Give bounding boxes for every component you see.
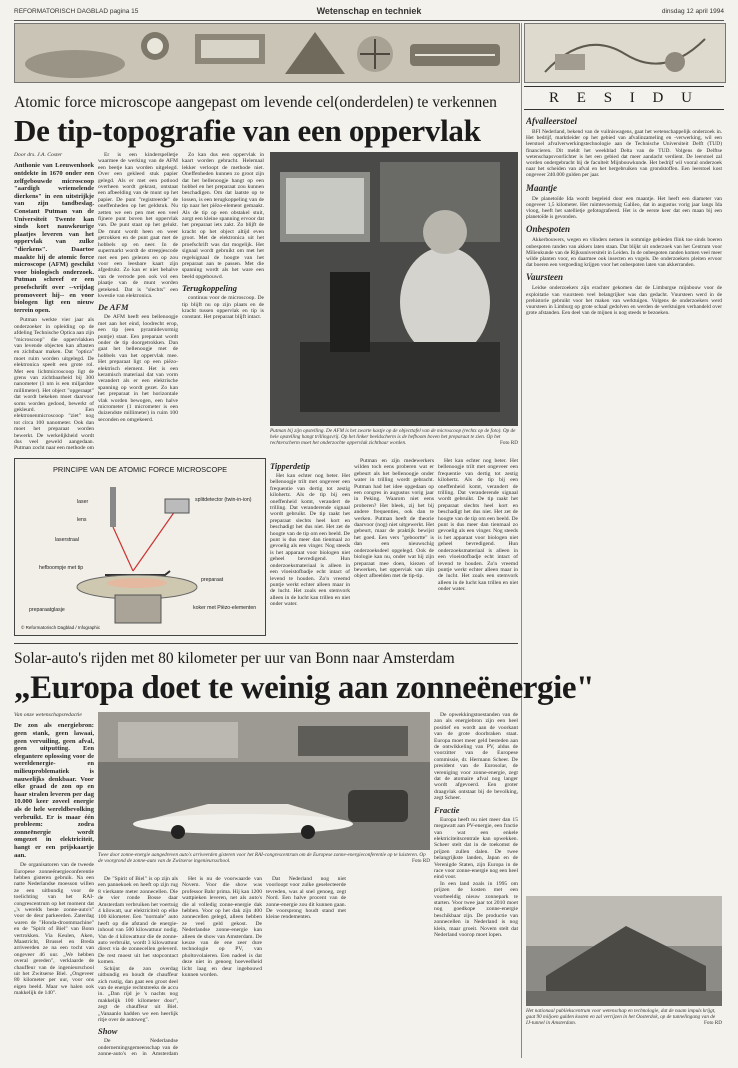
article1-column-5 [354, 458, 434, 638]
banner-drawing [15, 24, 519, 82]
article2-body-8: Europa heeft nu niet meer dan 15 megawatt aan PV-energie, een fractie van wat een enkele elektriciteitscentrale kan opwekken. Scheer stelt dat in de toekomst de prijzen zullen dalen. De twee belangrijkste landen, Japan en de Verenigde Staten, zijn Europa in de race voor zonne-energie nog een heel eind voor. [434, 816, 518, 881]
impuls-building-photo [526, 896, 722, 1006]
article1-headline: De tip-topografie van een oppervlak [14, 113, 481, 148]
residu-text-onbespoten: Akkerbouwers, wegen en vlinders nemen in sommige gebieden flink toe sinds boeren onbespoten randen van akkers laten staan. Dat blijkt uit onderzoek van het Centrum voor Milieukunde van de Rijksuniversiteit in Leiden. In de onbespoten randen komen veel meer wilde planten voor, en daarmee ook insecten en vogels. De onderzoekers pleiten ervoor dat boeren een vergoeding krijgen voor het onbespoten laten van akkerranden. [526, 237, 722, 269]
diagram-label-laser: laser [77, 499, 89, 505]
header-rule [14, 20, 724, 21]
article1-column-2 [98, 152, 178, 452]
impuls-caption-credit: Foto RD [703, 1020, 722, 1026]
column-divider [521, 23, 522, 1058]
afm-principle-diagram [14, 458, 266, 636]
header-section-title: Wetenschap en techniek [316, 6, 422, 16]
impuls-caption [526, 1008, 722, 1026]
putman-photo-image [270, 152, 518, 426]
article2-subhead-show: Show [98, 1026, 118, 1037]
diagram-credit: © Reformatorisch Dagblad / Infographic [21, 625, 101, 630]
article1-body-1: Putman werkte vier jaar als onderzoeker in opleiding op de afdeling Technische Optica aan zijn "microscoop" die oppervlakken van levende objecten kan aftasten en zichtbaar maken. Dat "optica" moet ruim worden uitgelegd. De elektronica speelt een grote rol. Met een lichtmicroscoop ligt de grens van zichtbaarheid bij 300 nanometer (1 nm is een miljardste millimeter). Het object "opgeraapt" dat wordt bekeken moet daarvoor soms worden gedood, bewerkt of gekleurd. Een elektronenmicroscoop "ziet" nog tot circa 100 nanometer. Ook dan moet het preparaat worden bewerkt. De werkelijkheid wordt dus veel geweld aangedaan. Putman zocht naar een methode om [14, 317, 94, 452]
diagram-label-splitdetector: splitdetector (twin-in-ion) [195, 497, 252, 503]
putman-photo [270, 152, 518, 426]
residu-text-maantje: De planetoïde Ida wordt begeleid door een maantje. Het heeft een diameter van ongeveer 1,5 kilometer. Het ruimtevoertuig Galileo, dat in augustus vorig jaar langs Ida vloog, heeft het satellietje gefotografeerd. Het is de eerste keer dat een maan bij een planetoïde is gevonden. [526, 195, 722, 221]
article2-column-2 [98, 876, 178, 1058]
article2-column-1 [14, 712, 94, 1058]
article1-lead: Anthonie van Leeuwenhoek ontdekte in 1670 onder een zelfgebouwde microscoop "aardigh wriemelende dierkens" in een uitstrijkje van zijn tandbeslag. Constant Putman van de Universiteit Twente kan sinds kort nauwkeurige plaatjes leveren van het oppervlak van zulke "dierkens". Daartoe maakte hij de atomic force microscope (AFM) geschikt voor biologisch onderzoek. Putman schreef er een proefschrift over --vrijdag promoveert hij-- en voor biologen ligt een nieuw terrein open. [14, 162, 94, 314]
article2-body-5: Het is nu de voorwaarde van Novem. Voor die show was professor Bahr prima. Hij kan 1200 wattpieken leveren, net als auto's die al volledig zonne-energie dak hebben. Voor op het dak zijn 400 zonnecellen gelegd, alleen hebben ze veel geld gekost. De Nederlandse zonne-energie kan alleen de show van Amsterdam. De keuze van de ene zeer dure technologie op PV, van pholtovolaieren. Een nadeel is dat deze niet in genoeg hoeveelheid licht laag en deur ingebouwd kunnen worden. [182, 876, 262, 979]
article2-kicker: Solar-auto's rijden met 80 kilometer per uur van Bonn naar Amsterdam [14, 650, 455, 667]
article2-column-3 [182, 876, 262, 1058]
article2-body-7: De opwekkingstoestanden van de zon als energiebron zijn een heel positief en wordt aan de voorkant van de grote doorbraken staat. Europa moet meer geld besteden aan de ontwikkeling van PV, aldus de voorzitter van de Europese commissie, dr. Hermann Scheer. De president van de Eurosolar, de vereniging voor zonne-energie, zegt dat de atomaire afval nog langer wordt afgevoerd. Een groter draagvlak ontstaat bij de bevolking, zegt Scheer. [434, 712, 518, 802]
diagram-label-lens: lens [77, 517, 87, 523]
article1-subhead-terugkoppeling: Terugkoppeling [182, 283, 237, 294]
article1-body-3: De AFM heeft een bellenoogje met aan het eind, loodrecht erop, een tip (een pyramidevormig puntje) staat. Een preparaat wordt onder de tip doorgetrokken. Dan gaat het bellenoogje met de hobbels van het oppervlak mee. Het preparaat ligt op een piëzo-elektrisch element. Het is een keramisch materiaal dat van vorm verandert als er een elektrische spanning op wordt gezet. Zo kan het preparaat in het horizontale vlak worden bewogen, een halve micrometer (1 micrometer is een duizendste millimeter) in ruim 100 seconden en omgekeerd. [98, 314, 178, 423]
putman-caption-text: Putman bij zijn opstelling. De AFM is het zwarte kastje op de objecttafel van de microscoop (rechts op de foto). Op de hele opstelling hangt trillingsvrij. Op het linker beeldscherm is de hefboom boven het preparaat te zien. Op het rechterscherm moet het onderzochte oppervlak zichtbaar worden. [270, 428, 516, 446]
solar-car-caption-text: Twee door zonne-energie aangedreven auto's arriveerden gisteren voor het RAI-congrescentrum om de Europese zonne-energieconferentie op te luisteren. Op de voorgrond de zonne-auto van de Zwitserse ingenieursschool. [98, 852, 426, 864]
article2-column-4 [266, 876, 346, 1058]
article1-subhead-tipperdetip: Tipperdetip [270, 461, 310, 471]
diagram-label-preparaat: preparaat [201, 577, 224, 583]
article1-body-6: Het kan echter nog beter. Het bellenoogje trilt met ongeveer een frequentie van dertig tot zestig kilohertz. Als de tip bij een oneffenheid komt, verandert de trilling. Dat veranderende signaal wordt gebruikt. De tip raakt het preparaat slechts heel kort en beschadigt het dus niet. Het zet de hoogte van de tip om een beeld. De punt is dus meer dan tienmaal zo gevoelig als een vinger. Nog steeds is het apparaat voor biologen niet geheel bevredigend. Hun onderzoeksmateriaal is alleen in een vloeistofbadje echt intact of levend te houden. Zo'n vreemd puntje werkt echter alleen maar in de lucht. Het zoals een stemvork alleen in de lucht kan trillen en niet onder water. [270, 473, 350, 608]
article2-body-9: In een land zoals in 1995 om prijzen de kosten met een voorbeeldig nieuw zonnepark te starten. Voor twee jaar tot 2010 moet nog goedkope zonne-energie beschikbaar zijn. De productie van zonnecellen in Nederland is nog klein, maar groeit. Novem stelt dat Nederland voorop moet lopen. [434, 880, 518, 938]
article1-column-6 [438, 458, 518, 638]
article2-lead: De zon als energiebron: geen stank, geen lawaai, geen vervuiling, geen afval, geen uitputting. Een elegantere oplossing voor de wereldenergie- en milieuproblematiek is nauwelijks denkbaar. Voor elke graad de zon op en haar stralen leveren per dag 10.000 keer zoveel energie als de hele wereldbevolking verbruikt. Er is maar één probleem: zodra zonneënergie wordt omgezet in elektriciteit, hangt er een prijskaartje aan. [14, 722, 94, 859]
impuls-building-image [526, 896, 722, 1006]
diagram-label-laserstraal: laserstraal [55, 537, 79, 543]
article2-byline: Van onze wetenschapsredactie [14, 712, 82, 718]
solar-car-caption [98, 852, 430, 864]
diagram-label-hefboompje: hefboompje met tip [39, 565, 84, 571]
article1-body-7: Putman en zijn medewerkers wilden toch eens proberen wat er gebeurt als het bellenoogje onder water in trilling wordt gebracht. Putman had het idee opgedaan op een congres in augustus vorig jaar in Peking. Waarom niet eens proberen? Het bleek, zij het bij andere frequenties, ook dan te werken. Putman heeft de theorie daarvoor (nog) niet uitgewerkt. Het gebeurt, maar de praktijk bewijst het goed. Een vers "geboortte" is dan een nieuwschig onderzoeksdeel opgelegd. Ook de biologie kan nu, onder wat hij zijn preparaat mee doen, kiezen of bewerken, het opperviak van zijn object afbeelden met de tip-tip. [354, 458, 434, 580]
article2-body-6: Dat Nederland nog niet voorloopt voor zulke geselecteerde tevreden, was al snel genoeg, zegt Nord. Een halve procent van de zonne-energie zou dit kunnen gaan. De voorsprong houdt stand met kleine rendementen. [266, 876, 346, 921]
article2-body-2: De "Spirit of Biel" is op zijn als een pannekoek en heeft op zijn rug 8 vierkante meter zonnecellen. Die de vier ronde Bosse daar Amsterdam verbruiken het voertuig 4 kilowatt, uur elektriciteit op elke 100 kilometer. Een "normale" auto heeft op die afstand de energie-inhoud van 500 kilowattuur nodig. Van de 4 kilowattuur die de zonne-auto verbruikt, wordt 3 kilowattuur direct via de zonnecellen geleverd. De rest moest uit het stopcontact komen. [98, 876, 178, 966]
article1-body-5: continuu voor de microscoop. De tip blijft nu op zijn plaats en de kracht tussen oppervlak en tip is constant. Het preparaat blijft intact. [182, 295, 264, 321]
header-newspaper-name: REFORMATORISCH DAGBLAD pagina 15 [14, 8, 139, 15]
article1-body-4: Zo kan dus een oppervlak in kaart worden gebracht. Helemaal lekker verloopt de methode niet. Oneffenheden kunnen zo groot zijn dat het bellenoogje hangt op een hobbel en het preparaat zou kunnen beschadigen. Om dat laatste op te lossen, is een terugkoppeling van de tip naar het piëzo-element gemaakt. Als de tip op een obstakel stuit, zorgt een kleine spanning ervoor dat het preparaat iets zakt. Zo blijft de kracht op het object altijd even groot. Met de elektronica uit het proefschrift was dat mogelijk. Het signaal wordt gebruikt om met het regelsignaal de hoogte van het preparaat aan te passen. Met die spanning wordt als het ware een beeld opgebouwd. [182, 152, 264, 280]
putman-caption-credit: Foto RD [499, 440, 518, 446]
section-banner-illustration [14, 23, 520, 83]
article1-column-4 [270, 458, 350, 638]
residu-subhead-onbespoten: Onbespoten [526, 224, 571, 235]
header-date: dinsdag 12 april 1994 [661, 8, 724, 15]
article2-body-4: De Nederlandse ondernemingsgemeenschap van de zonne-auto's en in Amsterdam [98, 1038, 178, 1058]
diagram-label-koker: koker met Piëzo-elementen [193, 605, 257, 611]
diagram-title: PRINCIPE VAN DE ATOMIC FORCE MICROSCOPE [52, 465, 228, 474]
solar-car-photo-image [98, 712, 430, 850]
article1-byline: Door drs. J.A. Coster [14, 152, 63, 158]
article1-column-1 [14, 152, 94, 452]
article2-subhead-fractie: Fractie [434, 804, 460, 815]
residu-drawing [525, 24, 725, 82]
residu-subhead-afvalleerstoel: Afvalleerstoel [526, 116, 577, 126]
residu-subhead-maantje: Maantje [526, 182, 558, 193]
article2-headline: „Europa doet te weinig aan zonneënergie" [14, 670, 595, 706]
residu-column-title: R E S I D U [524, 86, 724, 110]
solar-car-photo [98, 712, 430, 850]
article-separator [14, 643, 518, 644]
residu-text-vaursteen: Leidse onderzoekers zijn erachter gekomen dat de Limburgse mijnbouw voor de exploitatie van vuursteen veel belangrijker was dan gedacht. Vuursteen werd in de prehistorie gebruikt voor het maken van werktuigen. Volgens de onderzoekers werd vuursteen in Limburg op grote schaal gedolven en werden de werktuigen verhandeld over grote afstanden. Een deel van de mijnen is nog steeds te bezoeken. [526, 285, 722, 317]
residu-text-afvalleerstoel: BFI Nederland, bekend van de vuilniswagens, gaat het wetenschappelijk onderzoek in. Het bedrijf, marktleider op het gebied van afvalinzameling en -verwerking, wil een leerstoel afvalverwerkingstechnologie aan de Technische Universiteit Delft (TUD) financieren. Dit meldt het weekblad Delta van de TUD. Volgens de Delftse wetenschapsvoorlichter is het een gebied dat meer aandacht verdient. De leerstoel zal worden ondergebracht bij de faculteit Mijnbouwkunde. Het bedrijf wil vooral onderzoek naar het scheiden van afval en het hergebruiken van grondstoffen. Een leerstoel kost ongeveer 240.000 gulden per jaar. [526, 129, 722, 179]
article1-body-2: Er is een kinderspelletje waarmee de werking van de AFM een beetje kan worden uitgelegd. Over een gekleed stuk papier gelegd. Als er met een potlood overheen wordt gekrast, ontstaat een afbeelding van de munt op het papier. De punt "registreerde" de oneffenheden op het geldstuk. Nu zetten we een pen met een veel fijnere punt boven het oppervlak van. De punt staat op het gelukt. De munt wordt heen en weer getrokken en de punt gaat met de hobbels op en neer. In de supermarkt wordt de streepjescode met een pen gelezen en op zou voor een leesbare kaart zijn afgedrukt. Zo kan er niet behalve van de verrode pen ook vol een plaatje van de munt worden getekend. Dat is "slechts" een kwestie van elektronica. [98, 152, 178, 299]
solar-car-caption-credit: Foto RD [411, 858, 430, 864]
article2-body-3: Schijnt de zon overdag uitbundig en houdt de chauffeur zich rustig, dan gaat een groot deel van de energie rechtstreeks de accu in. „Dan rijd je 's nachts nog makkelijk 100 kilometer door", zegt de chauffeur uit Biel. „Vanaanlo hadden we een heerlijk ritje over de autoweg". [98, 965, 178, 1023]
article1-kicker: Atomic force microscope aangepast om levende cel(onderdelen) te verkennen [14, 94, 497, 111]
page-header [14, 6, 724, 20]
residu-subhead-vaursteen: Vaursteen [526, 272, 564, 283]
residu-banner-illustration [524, 23, 726, 83]
article1-body-7b: Het kan echter nog beter. Het bellenoogje trilt met ongeveer een frequentie van dertig tot zestig kilohertz. Als de tip bij een oneffenheid komt, verandert de trilling. Dat veranderende signaal wordt gebruikt. De tip raakt het preparaat slechts heel kort en beschadigt het dus niet. Het zet de hoogte van de tip om een beeld. De punt is dus meer dan tienmaal zo gevoelig als een vinger. Nog steeds is het apparaat voor biologen niet geheel bevredigend. Hun onderzoeksmateriaal is alleen in een vloeistofbadje echt intact of levend te houden. Zo'n vreemd puntje werkt echter alleen maar in de lucht. Het zoals een stemvork alleen in de lucht kan trillen en niet onder water. [438, 458, 518, 593]
article2-column-6 [434, 712, 518, 1058]
article1-subhead-afm: De AFM [98, 302, 129, 313]
residu-column [526, 112, 722, 892]
article2-body-1: De organisatoren van de tweede Europese zonneënergieconferentie hebben gisteren gebruik. Na een natte Nederlandse moesson willen ze een uitbundig voor de toelichting van het RAI-congrescentrum op het moment dat „'s werelds beste zonne-auto's" voor de deur parkeerden. Zaterdag waren de "Honda-droommachine" en de "Spirit of Biel" van Bonn vertrokken. Via Keulen, Aken, Maastricht, Brussel en Breda arriveerden ze na een tocht van ongeveer 46 uur. „We hebben overal gereden", verklaarde de chauffeur van de ingenieurschool uit het Zwitserse Biel. „Ongeveer 80 kilometer per uur, voor ons eigen beeld. Maar we halen ook makkelijk de 140". [14, 862, 94, 997]
putman-photo-caption [270, 428, 518, 446]
diagram-label-preparaatglasje: preparaatglasje [29, 607, 65, 613]
impuls-caption-text: Het nationaal publiekscentrum voor wetenschap en technologie, dat de naam impuls krijgt, gaat 90 miljoen gulden kosten en zal verrijzen in het Oosterdok, op de tunnelingang van de IJ-tunnel in Amsterdam. [526, 1008, 716, 1026]
